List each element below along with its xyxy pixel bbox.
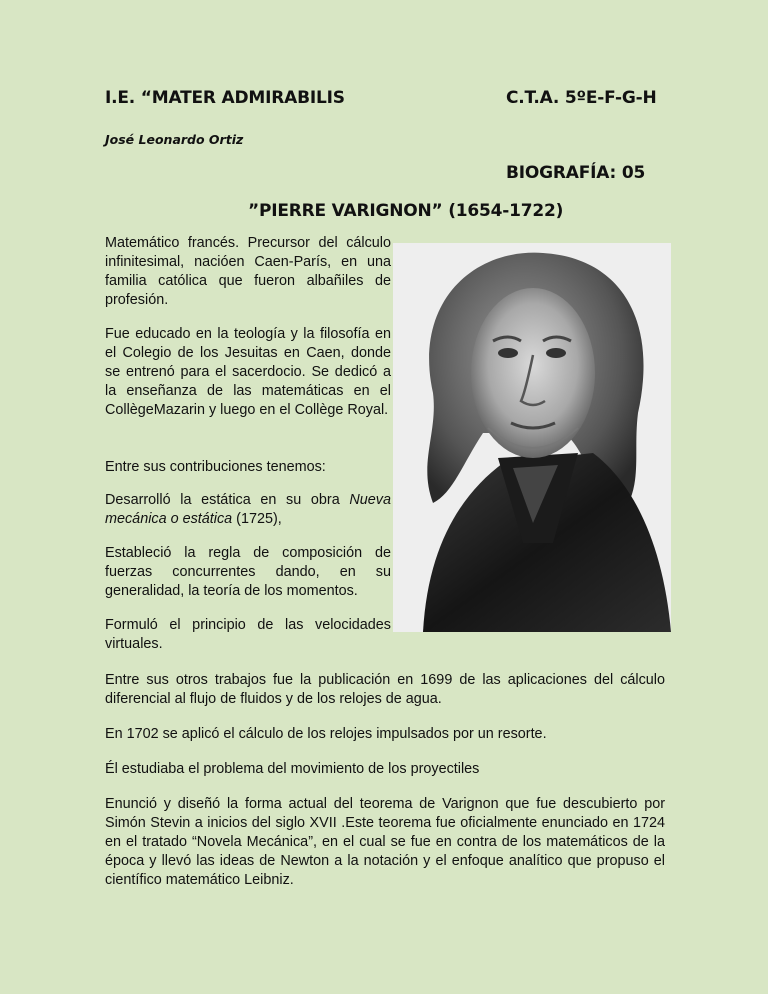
- course-label: C.T.A. 5ºE-F-G-H: [506, 88, 657, 108]
- portrait-image: [393, 243, 671, 632]
- school-name: I.E. “MATER ADMIRABILIS: [105, 88, 345, 108]
- biography-number: BIOGRAFÍA: 05: [506, 163, 646, 183]
- paragraph-clocks: En 1702 se aplicó el cálculo de los relojes impulsados por un resorte.: [105, 726, 547, 742]
- paragraph-contributions-intro: Entre sus contribuciones tenemos:: [105, 459, 326, 475]
- paragraph-education: Fue educado en la teología y la filosofía en el Colegio de los Jesuitas en Caen, donde se entrenó para el sacerdocio. Se dedicó a la enseñanza de las matemáticas en el CollègeMazarin y luego en el Collège Royal.: [105, 326, 391, 418]
- paragraph-theorem: Enunció y diseñó la forma actual del teorema de Varignon que fue descubierto por Simón Stevin a inicios del siglo XVII .Este teorema fue oficialmente enunciado en 1724 en el tratado “Novela Mecánica”, en el cual se fue en contra de los matemáticos de la época y llevó las ideas de Newton a la notación y el enfoque analítico que propuso el científico matemático Leibniz.: [105, 796, 665, 888]
- statics-suffix: (1725),: [232, 511, 282, 527]
- paragraph-statics: [105, 491, 391, 529]
- paragraph-projectiles: Él estudiaba el problema del movimiento de los proyectiles: [105, 761, 480, 777]
- paragraph-fluids: Entre sus otros trabajos fue la publicación en 1699 de las aplicaciones del cálculo diferencial al flujo de fluidos y de los relojes de agua.: [105, 672, 665, 707]
- paragraph-composition: Estableció la regla de composición de fuerzas concurrentes dando, en su generalidad, la teoría de los momentos.: [105, 545, 391, 599]
- book-title: Nueva mecánica o estática: [105, 492, 391, 527]
- author-name: José Leonardo Ortiz: [105, 132, 244, 147]
- page-title: ”PIERRE VARIGNON” (1654-1722): [248, 201, 564, 221]
- portrait-icon: [393, 243, 671, 632]
- paragraph-virtual-velocities: Formuló el principio de las velocidades virtuales.: [105, 617, 391, 652]
- statics-prefix: Desarrolló la estática en su obra: [105, 492, 350, 508]
- paragraph-intro: Matemático francés. Precursor del cálculo infinitesimal, nacióen Caen-París, en una familia católica que fueron albañiles de profesión.: [105, 235, 391, 308]
